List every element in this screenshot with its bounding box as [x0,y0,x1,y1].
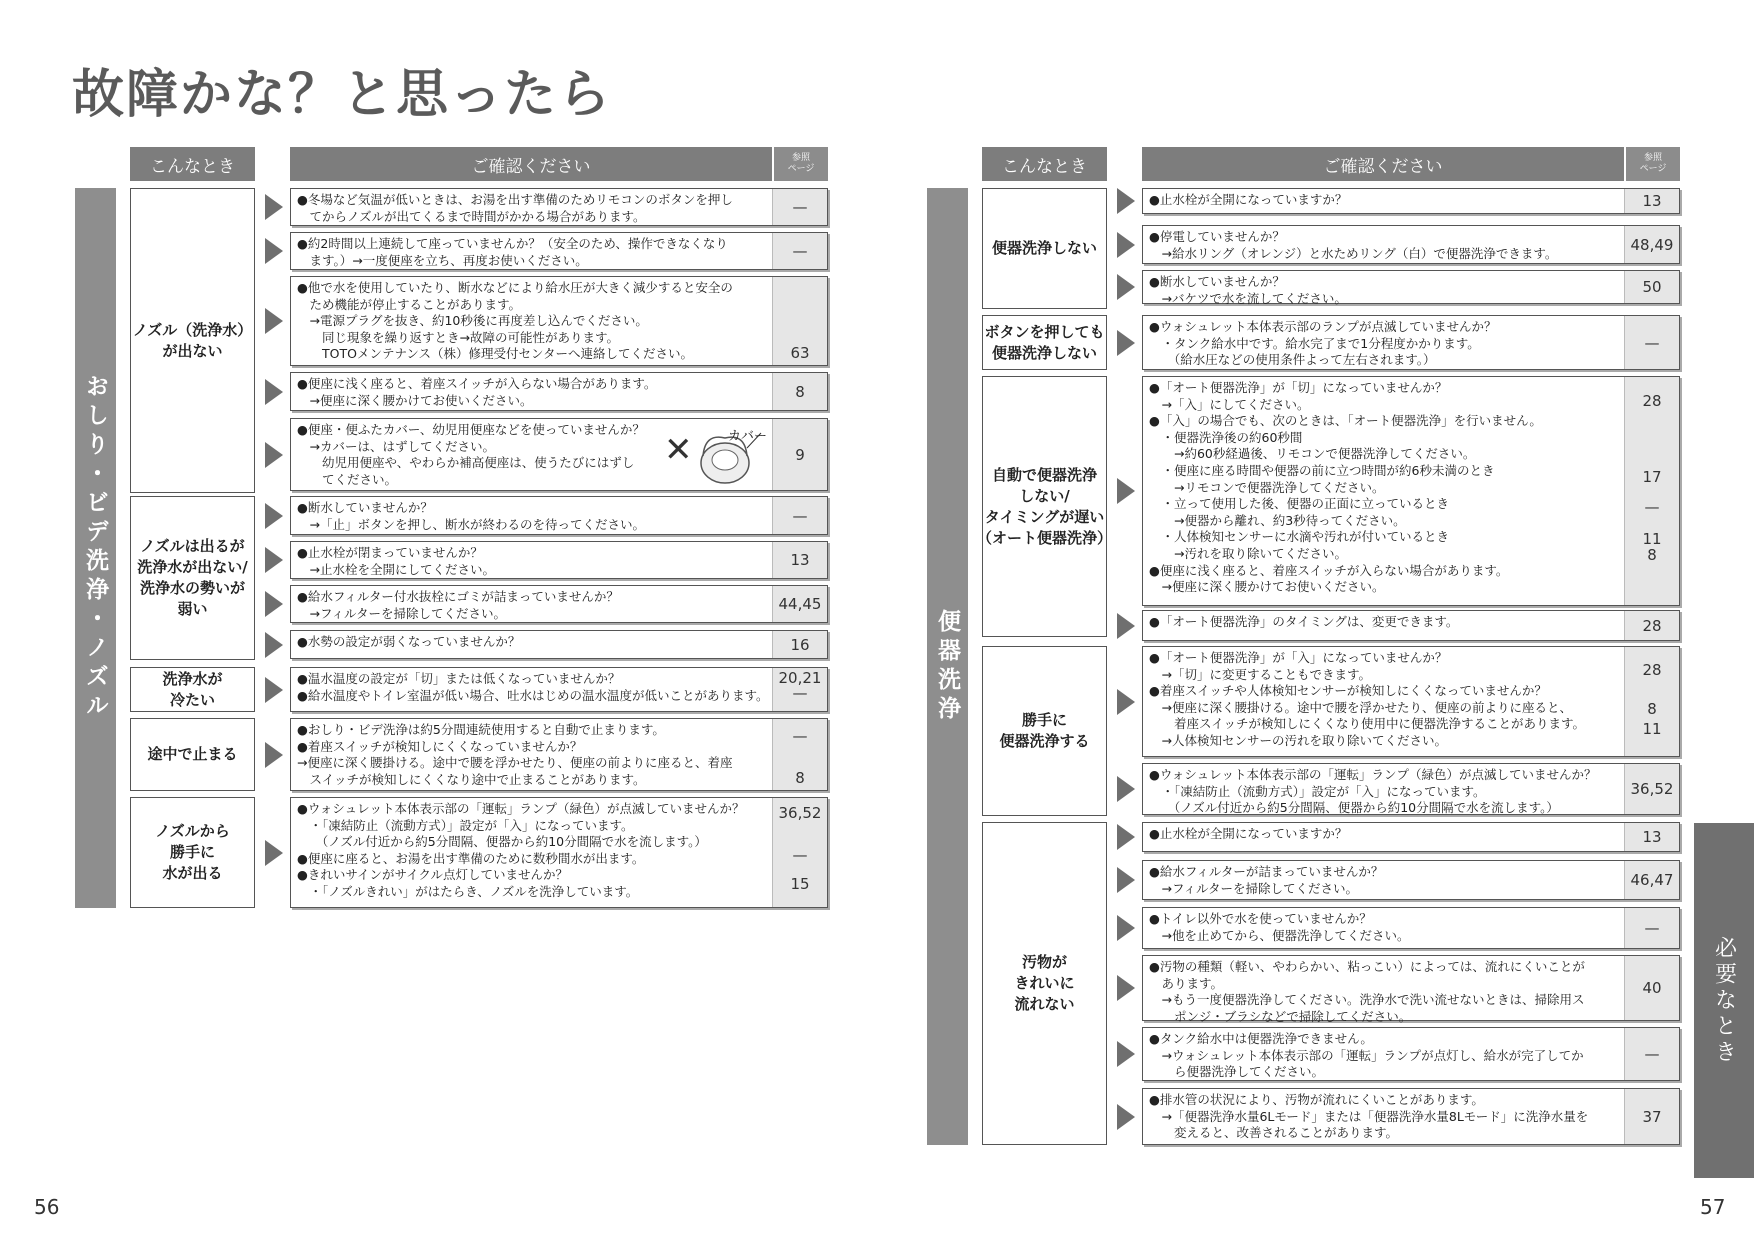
arrow-right-icon [1117,274,1135,300]
check-text: ●断水していませんか？ →バケツで水を流してください。 [1149,274,1347,306]
side-tab[interactable]: 必要なとき [1694,823,1754,1178]
check-text: ●止水栓が全開になっていますか？ [1149,826,1348,841]
check-text: ●ウォシュレット本体表示部のランプが点滅していませんか？ ・タンク給水中です。給水完了まで1分程度かかります。 （給水圧などの使用条件よって左右されます。） [1149,319,1497,368]
reference-page[interactable]: 16 [790,635,810,654]
check-item [290,232,828,270]
arrow-right-icon [1117,330,1135,356]
check-item [1142,188,1680,214]
arrow-right-icon [1117,689,1135,715]
reference-page[interactable]: — [1644,498,1660,517]
symptom-category: 自動で便器洗浄 しない/ タイミングが遅い （オート便器洗浄） [982,376,1107,637]
header-when: こんなとき [130,147,255,181]
check-text: ●他で水を使用していたり、断水などにより給水圧が大きく減少すると安全の ため機能が停止することがあります。 →電源プラグを抜き、約10秒後に再度差し込んでください。 同じ現象を繰り返すとき→故障の可能性があります。 TOTOメンテナンス（株）修理受付センターへ連絡してください。 [297,280,733,362]
reference-page[interactable]: 48,49 [1630,235,1674,254]
check-item [290,496,828,535]
reference-page[interactable]: — [1644,1045,1660,1063]
check-text: ●水勢の設定が弱くなっていませんか？ [297,634,521,649]
arrow-right-icon [265,194,283,220]
symptom-category: ノズルから 勝手に 水が出る [130,797,255,908]
reference-page[interactable]: — [1644,333,1660,352]
reference-page[interactable]: 46,47 [1630,871,1674,889]
header-when: こんなとき [982,147,1107,181]
check-text: ●断水していませんか？ →「止」ボタンを押し、断水が終わるのを待ってください。 [297,500,645,532]
check-text: ●冬場など気温が低いときは、お湯を出す準備のためリモコンのボタンを押し てからノズルが出てくるまで時間がかかる場合があります。 [297,192,733,224]
check-text: ●温水温度の設定が「切」または低くなっていませんか？ ●給水温度やトイレ室温が低い場合、吐水はじめの温水温度が低いことがあります。 [297,671,769,703]
cover-label: カバー [728,429,768,444]
symptom-category: ノズル（洗浄水） が出ない [130,188,255,493]
arrow-right-icon [265,503,283,529]
check-text: ●便座に浅く座ると、着座スイッチが入らない場合があります。 →便座に深く腰かけてお使いください。 [297,376,657,408]
check-item [1142,270,1680,304]
reference-page[interactable]: — [792,198,808,216]
reference-page[interactable]: 36,52 [1630,780,1674,798]
check-text: ●タンク給水中は便器洗浄できません。 →ウォシュレット本体表示部の「運転」ランプが点灯し、給水が完了してか ら便器洗浄してください。 [1149,1031,1584,1080]
reference-page[interactable]: 13 [1642,828,1662,846]
arrow-right-icon [265,379,283,405]
arrow-right-icon [265,547,283,573]
symptom-category: 汚物が きれいに 流れない [982,822,1107,1145]
page-number-right: 57 [1700,1195,1726,1219]
arrow-right-icon [1117,613,1135,639]
reference-page[interactable]: 63 [790,343,810,362]
reference-page[interactable]: 28 [1642,661,1662,680]
reference-page[interactable]: — [792,684,808,703]
reference-cell [1624,377,1679,605]
header-ref: 参照 ページ [1626,147,1680,181]
header-check: ご確認ください [1142,147,1624,181]
check-text: ●給水フィルターが詰まっていませんか？ →フィルターを掃除してください。 [1149,864,1384,896]
check-text: ●給水フィルター付水抜栓にゴミが詰まっていませんか？ →フィルターを掃除してください。 [297,589,619,621]
check-item [290,541,828,579]
check-item [290,188,828,226]
check-item [1142,315,1680,370]
reference-page[interactable]: 17 [1642,468,1662,487]
check-item [1142,1027,1680,1081]
header-check: ご確認ください [290,147,772,181]
reference-page[interactable]: 8 [1647,546,1657,565]
arrow-right-icon [1117,975,1135,1001]
symptom-category: 途中で止まる [130,718,255,791]
check-item [290,585,828,623]
reference-page[interactable]: 20,21 [778,669,822,688]
check-item [1142,1088,1680,1145]
reference-page[interactable]: — [792,845,808,864]
cross-mark-icon: ✕ [664,430,693,470]
check-text: ●ウォシュレット本体表示部の「運転」ランプ（緑色）が点滅していませんか？ ・「凍結防止（流動方式）」設定が「入」になっています。 （ノズル付近から約5分間隔、便器から約10分間隔で水を流します。） ●便座に座ると、お湯を出す準備のために数秒間水が出ます。 ●きれいサインがサイクル点灯していませんか？ ・「ノズルきれい」がはたらき、ノズルを洗浄しています。 [297,801,745,899]
reference-page[interactable]: 9 [795,445,805,464]
reference-page[interactable]: 28 [1642,392,1662,411]
check-text: ●「オート便器洗浄」のタイミングは、変更できます。 [1149,614,1459,629]
check-item [290,718,828,791]
arrow-right-icon [1117,867,1135,893]
reference-page[interactable]: 28 [1642,616,1662,635]
check-item [1142,860,1680,900]
check-text: ●ウォシュレット本体表示部の「運転」ランプ（緑色）が点滅していませんか？ ・「凍結防止（流動方式）」設定が「入」になっています。 （ノズル付近から約5分間隔、便器から約10分間隔で水を流します。） [1149,767,1597,816]
arrow-right-icon [265,238,283,264]
page-number-left: 56 [34,1195,60,1219]
check-text: ●「オート便器洗浄」が「入」になっていませんか？ →「切」に変更することもできます。 ●着座スイッチや人体検知センサーが検知しにくくなっていませんか？ →便座に深く腰掛ける。途中で腰を浮かせたり、便座の前よりに座ると、 着座スイッチが検知しにくくなり使用中に便器洗浄することがあります。 →人体検知センサーの汚れを取り除いてください。 [1149,650,1586,748]
arrow-right-icon [1117,824,1135,850]
symptom-category: 洗浄水が 冷たい [130,667,255,712]
reference-page[interactable]: 15 [790,874,810,893]
arrow-right-icon [1117,1104,1135,1130]
check-item [1142,376,1680,606]
reference-page[interactable]: 11 [1642,720,1662,739]
check-text: ●止水栓が閉まっていませんか？ →止水栓を全開にしてください。 [297,545,495,577]
reference-page[interactable]: 40 [1642,979,1662,997]
check-text: ●約2時間以上連続して座っていませんか？（安全のため、操作できなくなり ます。）→一度便座を立ち、再度お使いください。 [297,236,728,268]
section-band-toilet-flush: 便器洗浄 [927,188,968,1145]
reference-page[interactable]: — [792,242,808,260]
reference-page[interactable]: — [1644,919,1660,937]
arrow-right-icon [265,677,283,703]
reference-page[interactable]: 8 [1647,700,1657,719]
reference-page[interactable]: — [792,506,808,525]
check-item [290,797,828,908]
symptom-category: ボタンを押しても 便器洗浄しない [982,315,1107,370]
arrow-right-icon [1117,232,1135,258]
arrow-right-icon [265,840,283,866]
arrow-right-icon [265,632,283,658]
reference-page[interactable]: 8 [795,768,805,787]
header-ref: 参照 ページ [774,147,828,181]
check-item [290,667,828,712]
symptom-category: 勝手に 便器洗浄する [982,646,1107,816]
check-item [1142,822,1680,852]
arrow-right-icon [1117,915,1135,941]
reference-page[interactable]: 13 [1642,192,1662,210]
check-item [1142,610,1680,641]
reference-page[interactable]: 50 [1642,278,1662,296]
reference-page[interactable]: 36,52 [778,803,822,822]
reference-page[interactable]: 13 [790,551,810,569]
arrow-right-icon [265,591,283,617]
check-item [290,276,828,366]
check-text: ●止水栓が全開になっていますか？ [1149,192,1348,207]
check-item [1142,763,1680,815]
check-item [1142,646,1680,757]
reference-page[interactable]: 37 [1642,1107,1662,1126]
reference-page[interactable]: 11 [1642,530,1662,549]
arrow-right-icon [265,308,283,334]
check-text: ●汚物の種類（軽い、やわらかい、粘っこい）によっては、流れにくいことが あります。 →もう一度便器洗浄してください。洗浄水で洗い流せないときは、掃除用ス ポンジ・ブラシなどで掃除してください。 [1149,959,1585,1024]
check-item [1142,225,1680,264]
arrow-right-icon [1117,478,1135,504]
reference-page[interactable]: — [792,727,808,746]
check-item [290,630,828,659]
reference-page[interactable]: 44,45 [778,595,822,613]
check-text: ●おしり・ビデ洗浄は約5分間連続使用すると自動で止まります。 ●着座スイッチが検知しにくくなっていませんか？ →便座に深く腰掛ける。途中で腰を浮かせたり、便座の前よりに座ると、着座 スイッチが検知しにくくなり途中で止まることがあります。 [297,722,733,787]
page-title: 故障かな？と思ったら [72,65,613,125]
reference-page[interactable]: 8 [795,382,805,401]
check-text: ●便座・便ふたカバー、幼児用便座などを使っていませんか？ →カバーは、はずしてください。 幼児用便座や、やわらか補高便座は、使うたびにはずし てください。 [297,422,645,487]
section-band-bidet-nozzle: おしり・ビデ洗浄・ノズル [75,188,116,908]
symptom-category: ノズルは出るが 洗浄水が出ない/ 洗浄水の勢いが 弱い [130,496,255,660]
check-text: ●「オート便器洗浄」が「切」になっていませんか？ →「入」にしてください。 ●「入」の場合でも、次のときは、「オート便器洗浄」を行いません。 ・便器洗浄後の約60秒間 →約60秒経過後、リモコンで便器洗浄してください。 ・便座に座る時間や便器の前に立つ時間が約6秒未満のとき →リモコンで便器洗浄してください。 ・立って使用した後、便器の正面に立っているとき →便器から離れ、約3秒待ってください。 ・人体検知センサーに水滴や汚れが付いているとき →汚れを取り除いてください。 ●便座に浅く座ると、着座スイッチが入らない場合があります。 →便座に深く腰かけてお使いください。 [1149,380,1542,595]
check-text: ●排水管の状況により、汚物が流れにくいことがあります。 →「便器洗浄水量6Lモード」または「便器洗浄水量8Lモード」に洗浄水量を 変えると、改善されることがあります。 [1149,1092,1589,1141]
arrow-right-icon [1117,776,1135,802]
check-text: ●停電していませんか？ →給水リング（オレンジ）と水ためリング（白）で便器洗浄できます。 [1149,229,1558,261]
symptom-category: 便器洗浄しない [982,188,1107,309]
arrow-right-icon [1117,1041,1135,1067]
arrow-right-icon [265,442,283,468]
check-item [1142,907,1680,949]
check-item [290,372,828,411]
arrow-right-icon [1117,188,1135,214]
arrow-right-icon [265,742,283,768]
check-text: ●トイレ以外で水を使っていませんか？ →他を止めてから、便器洗浄してください。 [1149,911,1410,943]
check-item [1142,955,1680,1024]
